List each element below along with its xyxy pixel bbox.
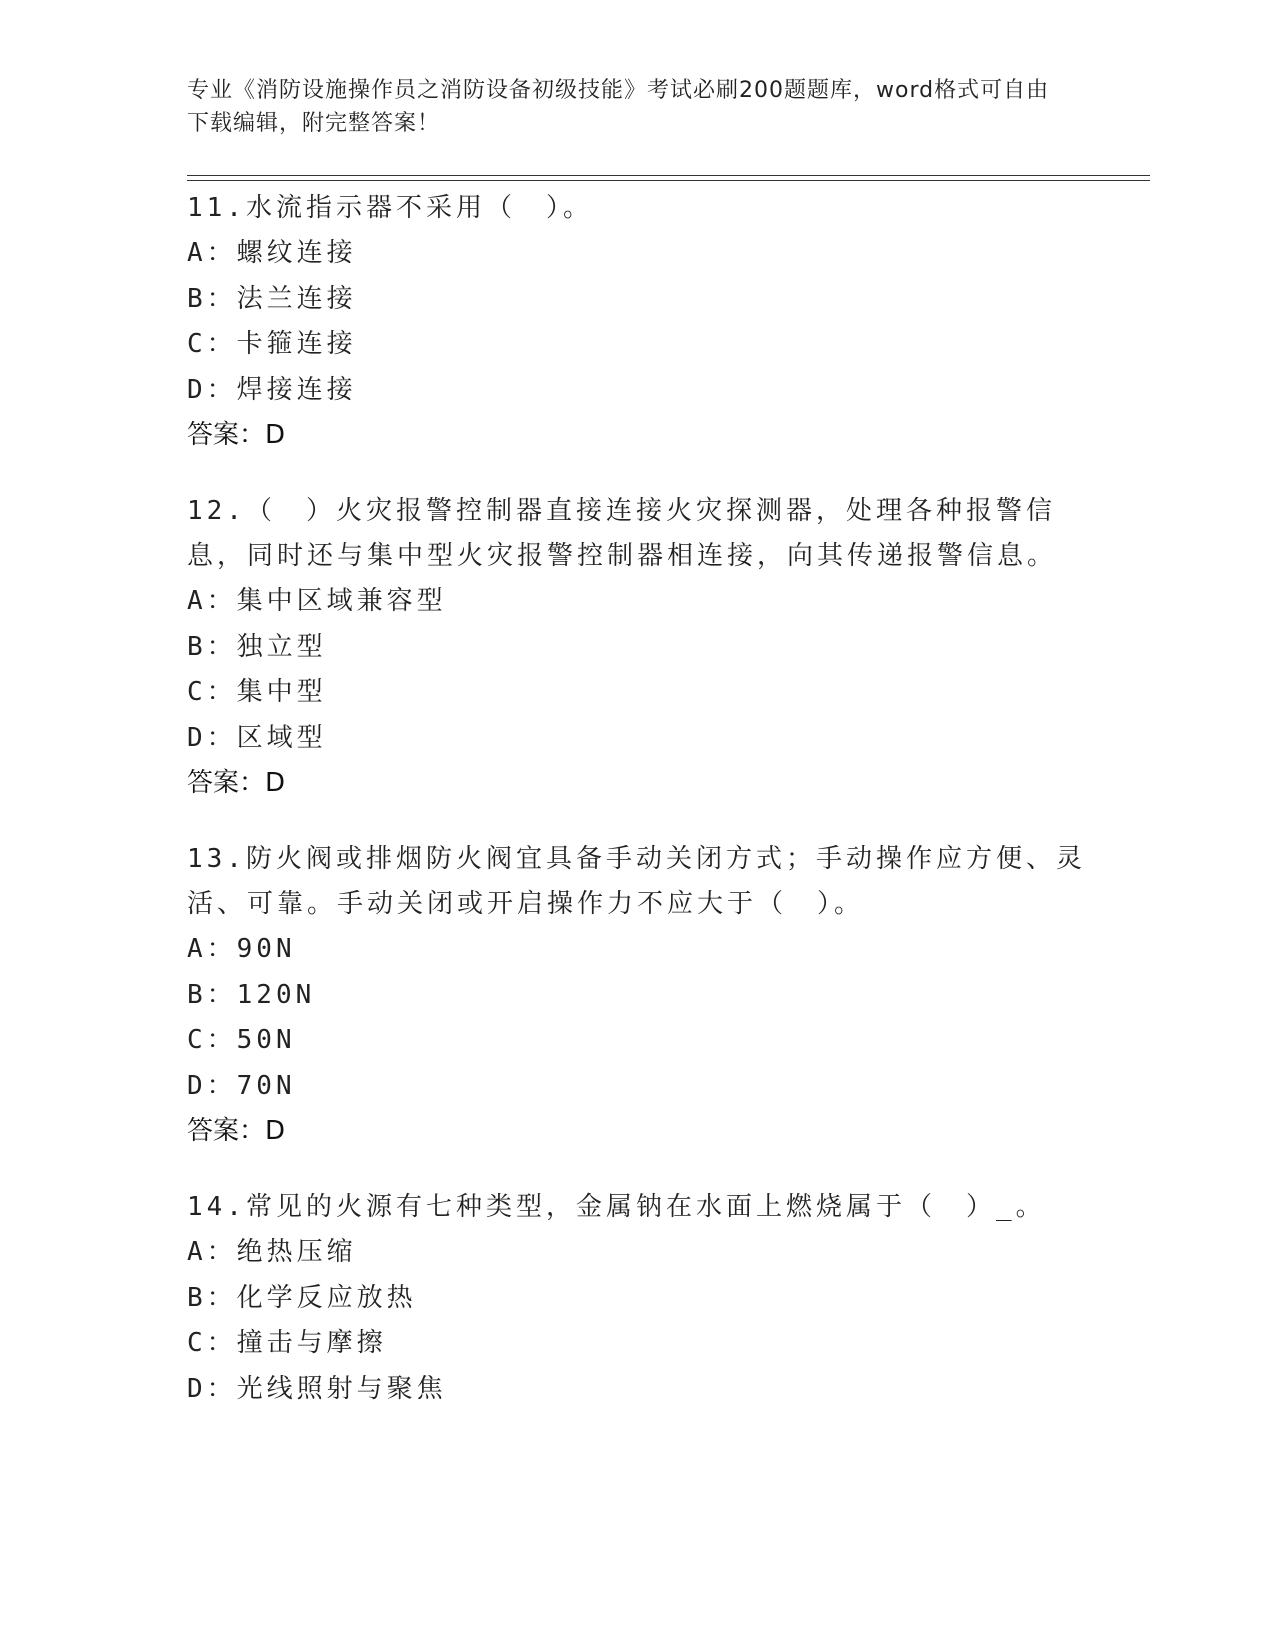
question-stem: 11.水流指示器不采用（ ）。 — [187, 193, 593, 223]
question-stem: 13.防火阀或排烟防火阀宜具备手动关闭方式；手动操作应方便、灵活、可靠。手动关闭或开启操作力不应大于（ ）。 — [187, 844, 1086, 919]
option-b: B：法兰连接 — [187, 283, 357, 314]
option-c: C：撞击与摩擦 — [187, 1328, 387, 1358]
question-12 — [187, 489, 1087, 806]
option-d: D：焊接连接 — [187, 374, 357, 405]
question-list — [187, 186, 1087, 1443]
option-a: A：绝热压缩 — [187, 1237, 357, 1267]
question-11 — [187, 186, 1087, 458]
option-b: B：化学反应放热 — [187, 1282, 417, 1313]
option-b: B：120N — [187, 979, 316, 1010]
option-d: D：70N — [187, 1070, 296, 1101]
option-b: B：独立型 — [187, 631, 327, 662]
answer-line: 答案：D — [187, 420, 286, 450]
option-c: C：50N — [187, 1025, 296, 1055]
question-stem: 12.（ ）火灾报警控制器直接连接火灾探测器，处理各种报警信息，同时还与集中型火灾报警控制器相连接，向其传递报警信息。 — [187, 496, 1058, 571]
option-c: C：卡箍连接 — [187, 329, 357, 359]
question-14 — [187, 1185, 1087, 1412]
question-13 — [187, 837, 1087, 1154]
option-a: A：90N — [187, 934, 296, 964]
option-d: D：区域型 — [187, 722, 327, 753]
question-stem: 14.常见的火源有七种类型，金属钠在水面上燃烧属于（ ）_。 — [187, 1192, 1046, 1222]
answer-line: 答案：D — [187, 768, 286, 798]
header-divider-top — [187, 175, 1150, 176]
document-header: 专业《消防设施操作员之消防设备初级技能》考试必刷200题题库，word格式可自由下载编辑，附完整答案！ — [187, 78, 1050, 136]
header-divider-bottom — [187, 180, 1150, 181]
option-c: C：集中型 — [187, 677, 327, 707]
option-d: D：光线照射与聚焦 — [187, 1373, 447, 1404]
option-a: A：螺纹连接 — [187, 238, 357, 268]
answer-line: 答案：D — [187, 1116, 286, 1146]
option-a: A：集中区域兼容型 — [187, 586, 447, 616]
